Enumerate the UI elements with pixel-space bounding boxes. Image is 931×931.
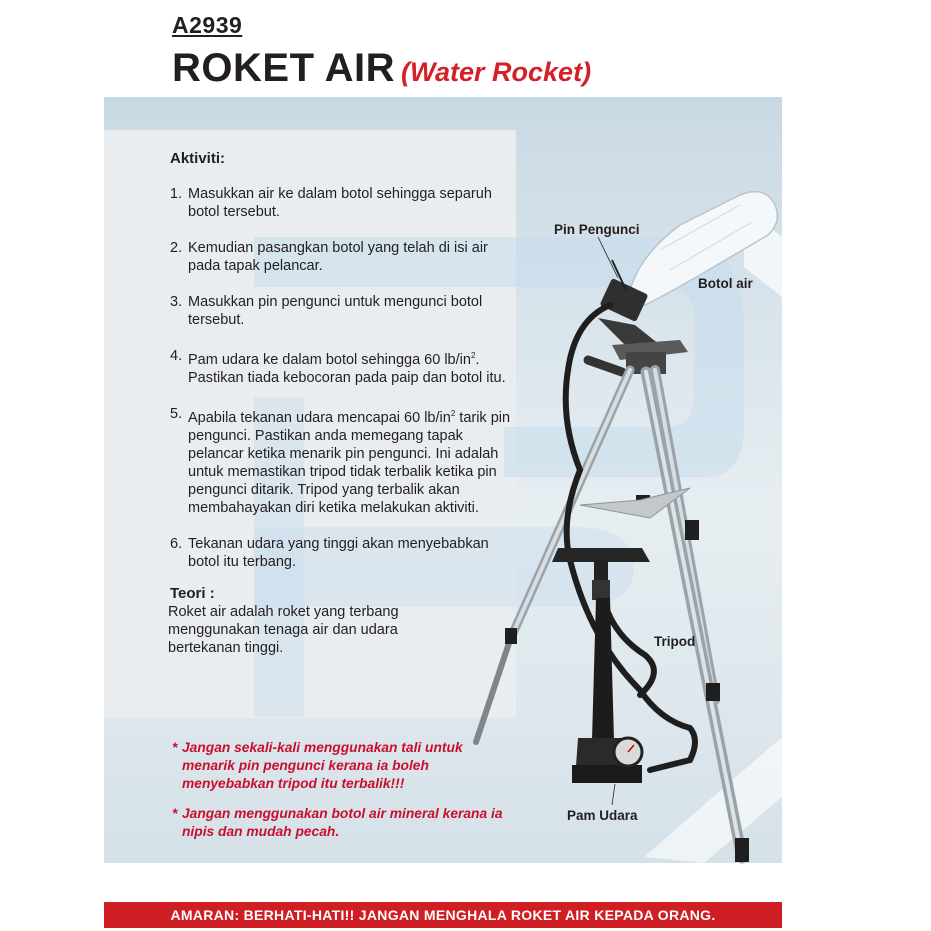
step-text-a: Apabila tekanan udara mencapai 60 lb/in — [188, 409, 451, 426]
step-text — [188, 405, 520, 517]
warning-item — [172, 739, 512, 793]
title-main: ROKET AIR — [172, 46, 396, 90]
warning-item — [172, 805, 512, 841]
teori-text: Roket air adalah roket yang terbang menggunakan tenaga air dan udara bertekanan tinggi. — [168, 603, 399, 656]
warning-text: Jangan sekali-kali menggunakan tali untuk menarik pin pengunci kerana ia boleh menyebabkan tripod itu terbalik!!! — [182, 740, 463, 791]
warning-star: * — [172, 806, 178, 821]
step-number: 6. — [170, 535, 183, 552]
warning-text: Jangan menggunakan botol air mineral kerana ia nipis dan mudah pecah. — [182, 806, 503, 839]
step-text-b: . Pastikan tiada kebocoran pada paip dan botol itu. — [188, 351, 506, 386]
aktiviti-heading: Aktiviti: — [170, 150, 226, 167]
air-pump-icon — [552, 548, 650, 783]
step-1 — [170, 185, 520, 221]
step-text — [188, 347, 520, 387]
warnings — [172, 739, 512, 853]
step-text-b: tarik pin pengunci. Pastikan anda memegang tapak pelancar ketika menarik pin pengunci. Ini adalah untuk memastikan tripod tidak terbalik ketika pin pengunci ditarik. Tripod yang terbalik akan membahayakan diri ketika melakukan aktiviti. — [188, 409, 511, 516]
step-5 — [170, 405, 520, 517]
step-number: 4. — [170, 348, 183, 364]
step-sup: 2 — [450, 408, 456, 418]
label-pin-pengunci: Pin Pengunci — [554, 222, 640, 237]
step-number: 3. — [170, 294, 183, 310]
step-3 — [170, 293, 520, 329]
step-6 — [170, 535, 520, 571]
warning-banner: AMARAN: BERHATI-HATI!! JANGAN MENGHALA ROKET AIR KEPADA ORANG. — [104, 902, 782, 928]
leader-pin — [598, 237, 618, 278]
step-2 — [170, 239, 520, 275]
product-code: A2939 — [172, 12, 243, 38]
step-4 — [170, 347, 520, 387]
steps-list — [170, 185, 520, 571]
leader-pam — [612, 784, 615, 805]
instructions — [170, 150, 520, 657]
step-number: 2. — [170, 240, 183, 256]
warning-star: * — [172, 740, 178, 755]
title-subtitle: (Water Rocket) — [401, 57, 592, 87]
step-text: Masukkan pin pengunci untuk mengunci botol tersebut. — [188, 294, 483, 328]
label-tripod: Tripod — [654, 634, 696, 649]
step-number: 1. — [170, 186, 183, 202]
label-pam-udara: Pam Udara — [567, 808, 638, 823]
step-number: 5. — [170, 405, 183, 422]
tripod-head-icon — [588, 340, 688, 374]
step-text: Tekanan udara yang tinggi akan menyebabkan botol itu terbang. — [188, 535, 489, 570]
step-text-a: Pam udara ke dalam botol sehingga 60 lb/in — [188, 351, 471, 368]
step-text: Masukkan air ke dalam botol sehingga separuh botol tersebut. — [188, 186, 492, 220]
step-text: Kemudian pasangkan botol yang telah di isi air pada tapak pelancar. — [188, 240, 488, 274]
step-sup: 2 — [470, 351, 476, 360]
label-botol-air: Botol air — [698, 276, 753, 291]
teori-heading: Teori : — [170, 584, 215, 602]
